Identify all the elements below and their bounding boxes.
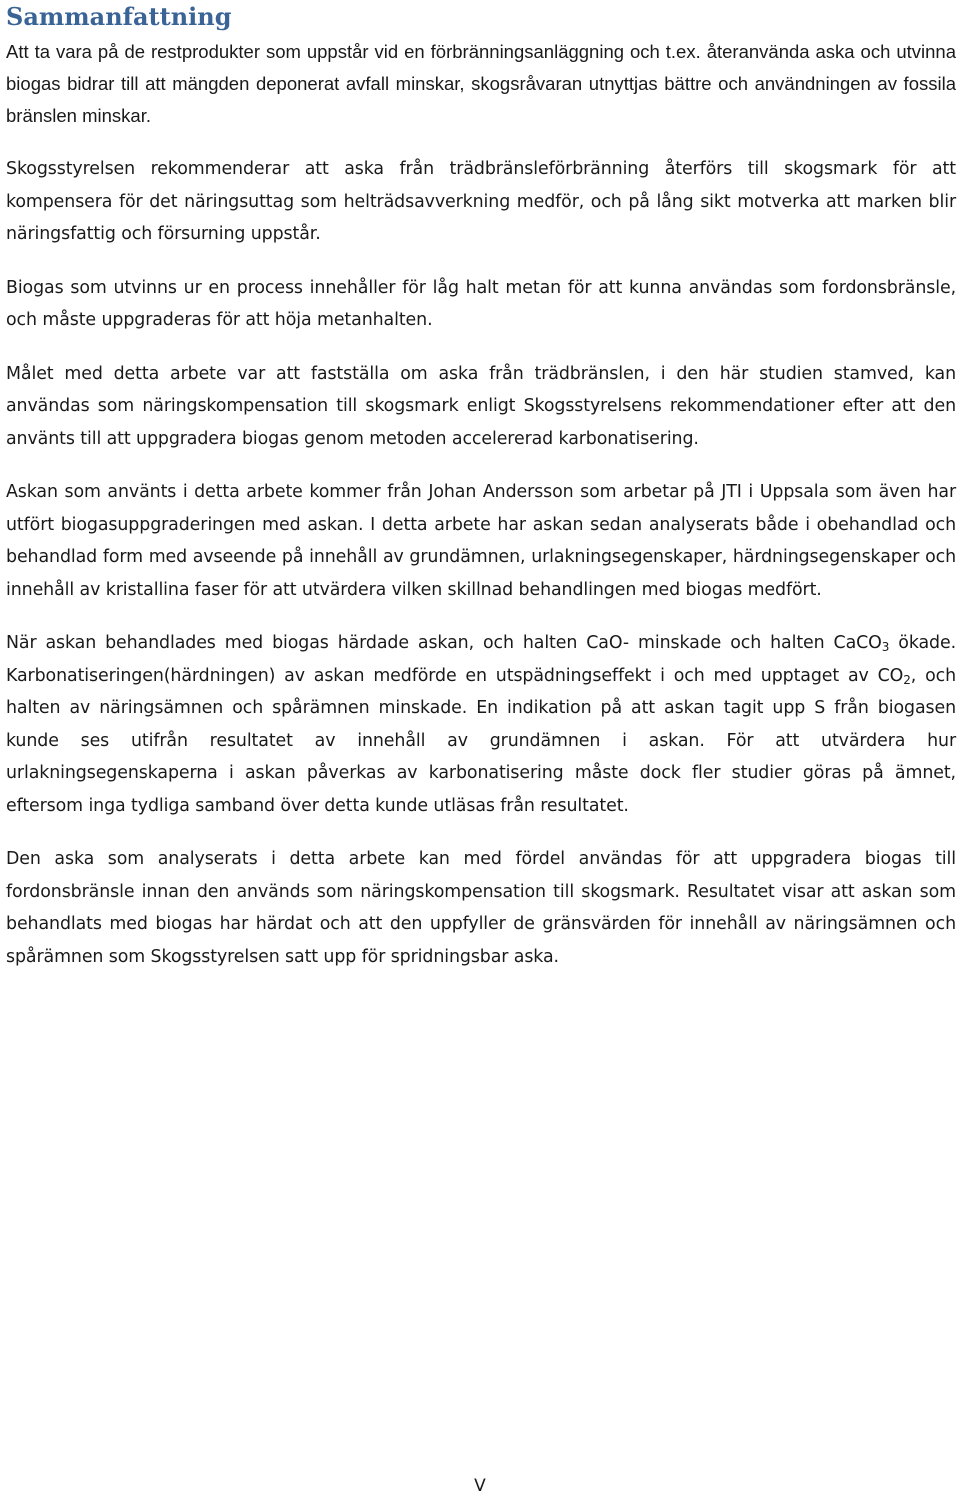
paragraph-results (6, 627, 956, 822)
paragraph-intro: Att ta vara på de restprodukter som uppstår vid en förbränningsanläggning och t.ex. återanvända aska och utvinna biogas bidrar till att mängden deponerat avfall minskar, skogsråvaran utnyttjas bättre och användningen av fossila bränslen minskar. (6, 41, 956, 126)
subscript-3: 3 (881, 640, 890, 654)
paragraph-skogsstyrelsen: Skogsstyrelsen rekommenderar att aska från trädbränsleförbränning återförs till skogsmark för att kompensera för det näringsuttag som helträdsavverkning medför, och på lång sikt motverka att marken blir näringsfattig och försurning uppstår. (6, 159, 956, 244)
results-text-3: , och halten av näringsämnen och spårämnen minskade. En indikation på att askan tagit upp S från biogasen kunde ses utifrån resultatet av innehåll av grundämnen i askan. För att utvärdera hur urlakningsegenskaperna i askan påverkas av karbonatisering måste dock fler studier göras på ämnet, eftersom inga tydliga samband över detta kunde utläsas från resultatet. (6, 665, 957, 816)
results-text-1: När askan behandlades med biogas härdade askan, och halten CaO- minskade och halten CaCO (6, 633, 882, 653)
paragraph-ash-source: Askan som använts i detta arbete kommer från Johan Andersson som arbetar på JTI i Uppsala som även har utfört biogasuppgraderingen med askan. I detta arbete har askan sedan analyserats både i obehandlad och behandlad form med avseende på innehåll av grundämnen, urlakningsegenskaper, härdningsegenskaper och innehåll av kristallina faser för att utvärdera vilken skillnad behandlingen med biogas medfört. (6, 482, 956, 600)
section-heading: Sammanfattning (6, 2, 232, 31)
document-page (6, 0, 956, 973)
paragraph-biogas: Biogas som utvinns ur en process innehåller för låg halt metan för att kunna användas som fordonsbränsle, och måste uppgraderas för att höja metanhalten. (6, 277, 956, 330)
subscript-2: 2 (903, 672, 911, 687)
results-text-2: ökade. Karbonatiseringen(härdningen) av askan medförde en utspädningseffekt i och med upptaget av CO (6, 633, 957, 686)
paragraph-goal: Målet med detta arbete var att fastställa om aska från trädbränslen, i den här studien stamved, kan användas som näringskompensation till skogsmark enligt Skogsstyrelsens rekommendationer efter att den använts till att uppgradera biogas genom metoden accelererad karbonatisering. (6, 363, 956, 449)
page-number: V (474, 1476, 486, 1496)
paragraph-conclusion: Den aska som analyserats i detta arbete kan med fördel användas för att uppgradera biogas till fordonsbränsle innan den används som näringskompensation till skogsmark. Resultatet visar att askan som behandlats med biogas har härdat och att den uppfyller de gränsvärden för innehåll av näringsämnen och spårämnen som Skogsstyrelsen satt upp för spridningsbar aska. (6, 849, 956, 967)
